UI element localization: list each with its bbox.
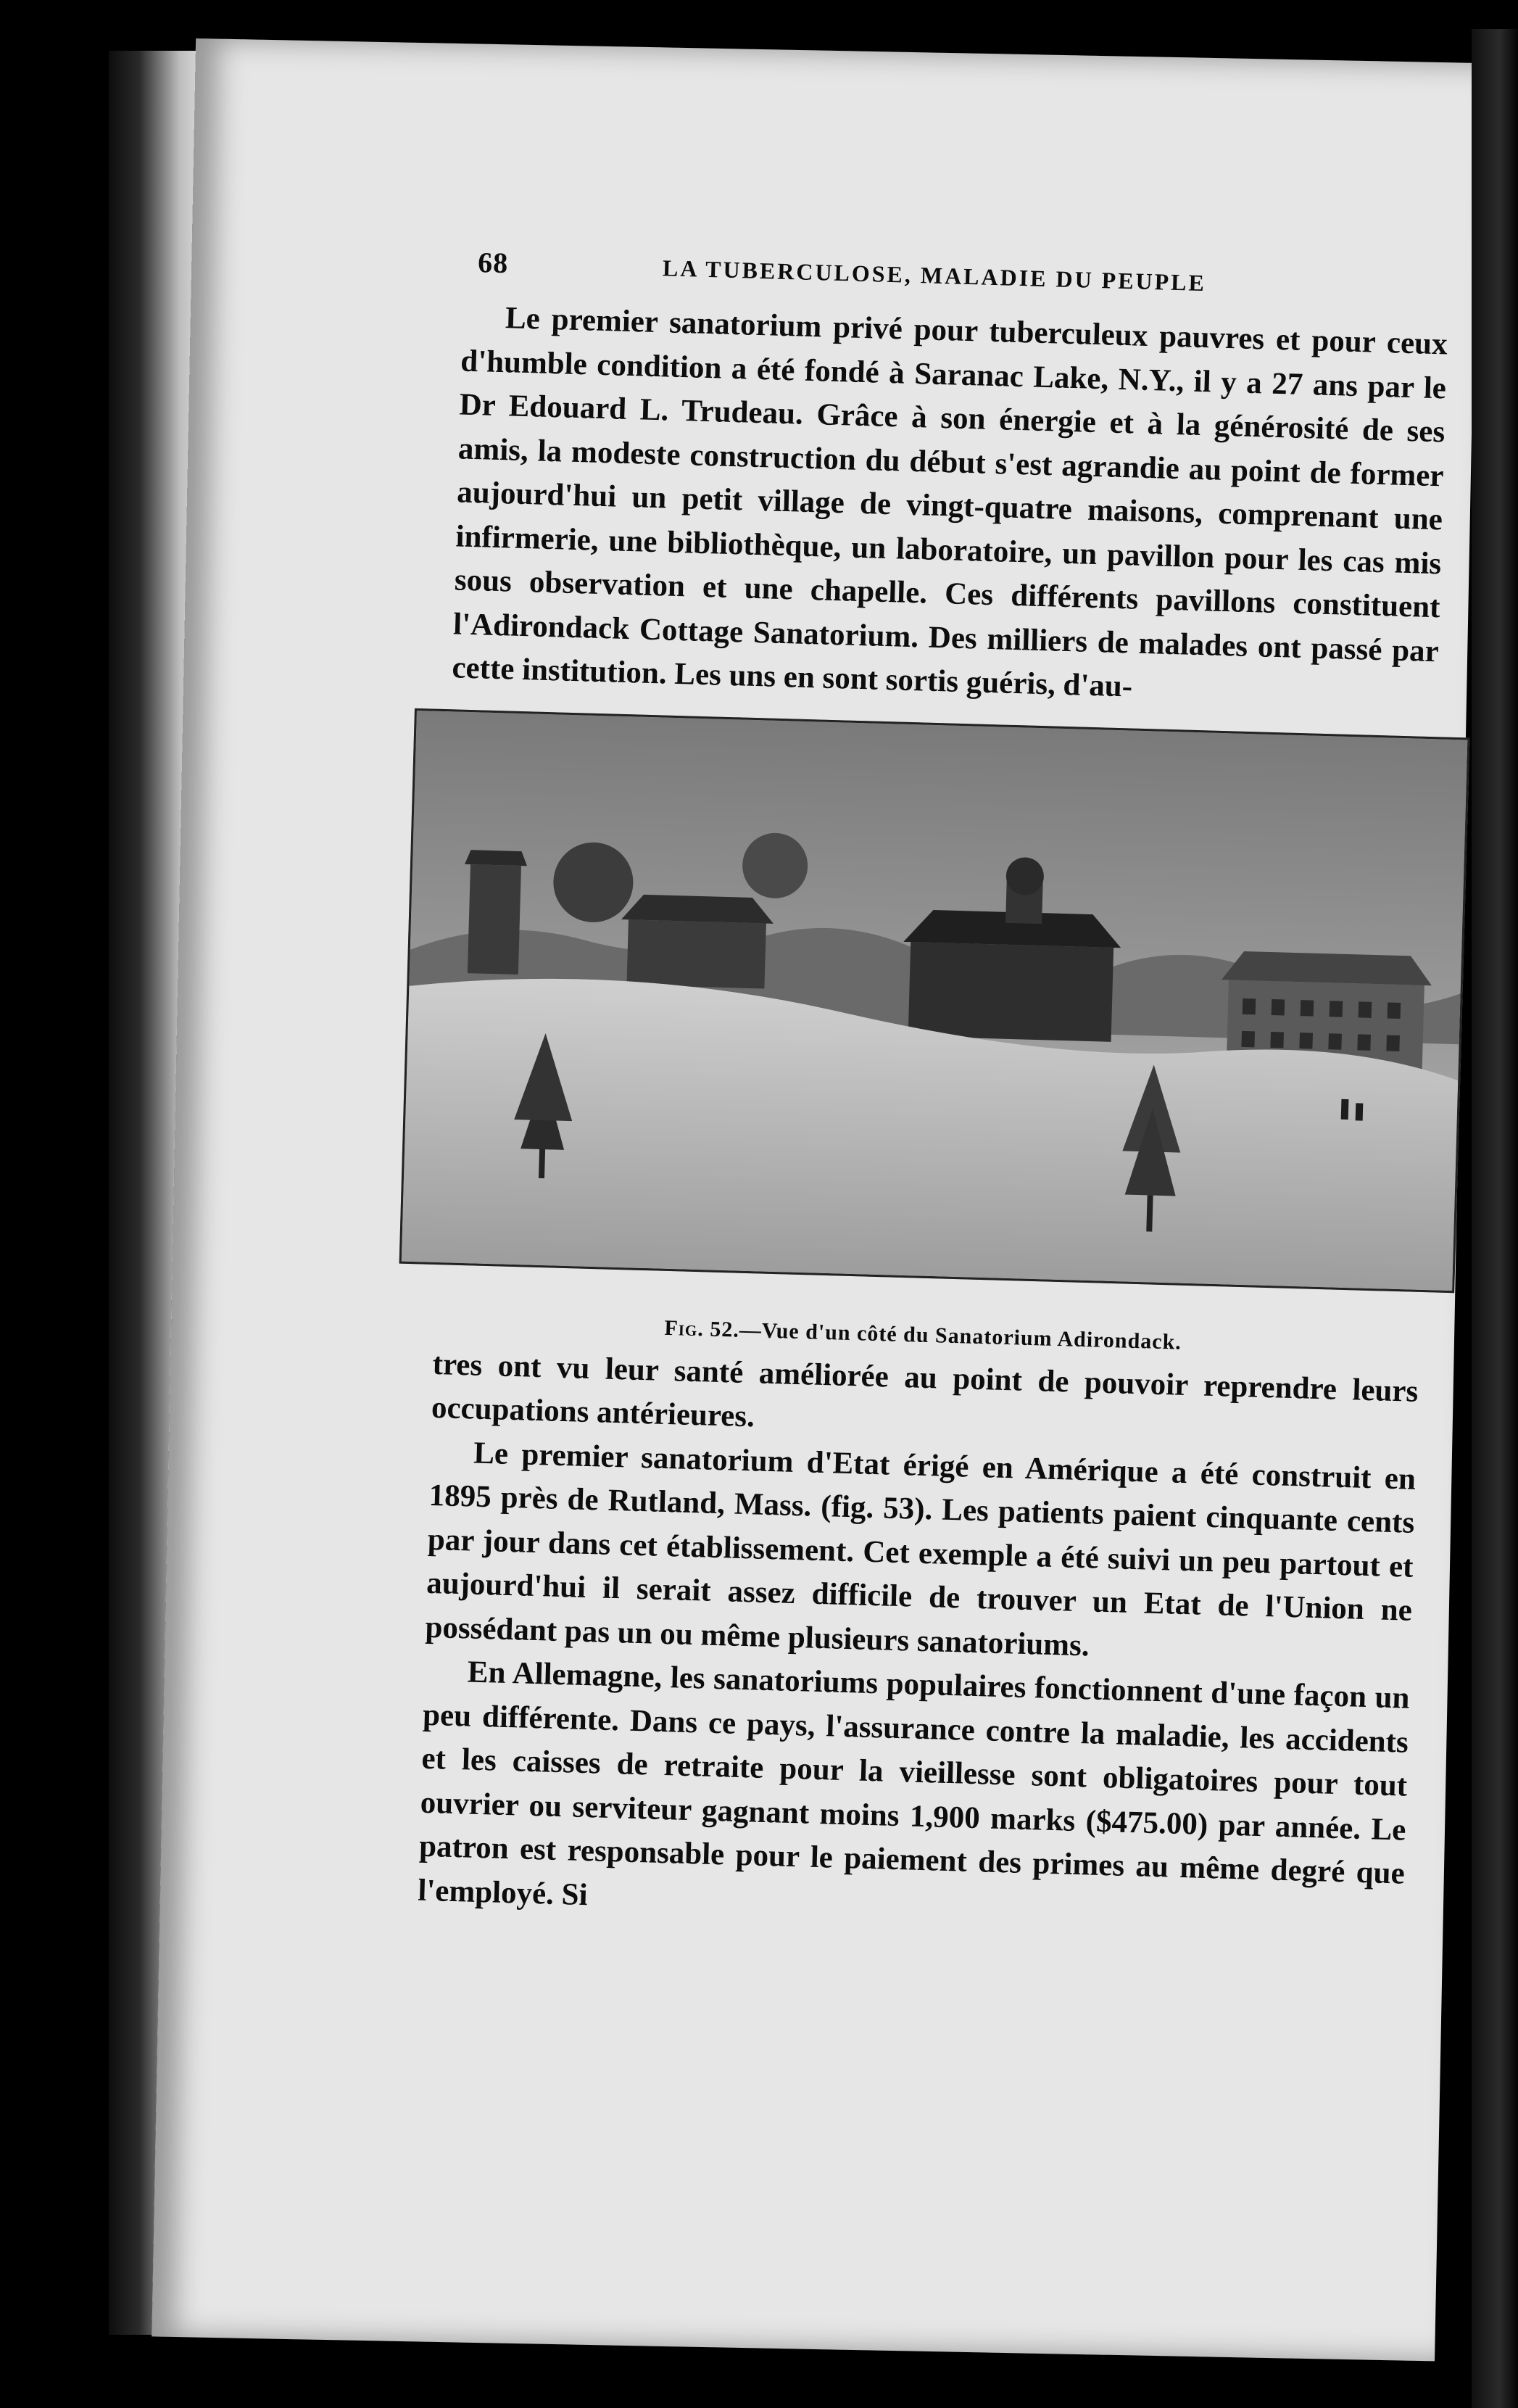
- page-number: 68: [477, 246, 509, 280]
- figure-label: Fig. 52.: [664, 1315, 740, 1342]
- paragraph-2: tres ont vu leur santé améliorée au point de pouvoir reprendre leurs occupations antérieures.: [431, 1346, 1419, 1434]
- running-head: LA TUBERCULOSE, MALADIE DU PEUPLE: [662, 255, 1207, 297]
- page-edge: [1472, 29, 1518, 2408]
- sanatorium-photo: [399, 708, 1470, 1292]
- winter-landscape-image: [402, 710, 1468, 1290]
- figure-caption-text: —Vue d'un côté du Sanatorium Adirondack.: [739, 1317, 1182, 1354]
- page-content: [222, 239, 1448, 1940]
- paragraph-3: Le premier sanatorium d'Etat érigé en Amérique a été construit en 1895 près de Rutland, Mass. (fig. 53). Les patients paient cinquante cents par jour dans cet établissement. Cet exemple a été suivi un peu partout et aujourd'hui il serait assez difficile de trouver un Etat de l'Union ne possédant pas un ou même plusieurs sanatoriums.: [424, 1436, 1417, 1663]
- figure-52: [397, 708, 1466, 1362]
- paragraph-4: En Allemagne, les sanatoriums populaires fonctionnent d'une façon un peu différente. Dans ce pays, l'assurance contre la maladie, les accidents et les caisses de retraite pour la vieillesse sont obligatoires pour tout ouvrier ou serviteur gagnant moins 1,900 marks ($475.00) par année. Le patron est responsable pour le paiement des primes au même degré que l'employé. Si: [417, 1655, 1411, 1912]
- paragraph-1: Le premier sanatorium privé pour tuberculeux pauvres et pour ceux d'humble condition a été fondé à Saranac Lake, N.Y., il y a 27 ans par le Dr Edouard L. Trudeau. Grâce à son énergie et à la générosité de ses amis, la modeste construction du début s'est agrandie au point de former aujourd'hui un petit village de vingt-quatre maisons, comprenant une infirmerie, une bibliothèque, un laboratoire, un pavillon pour les cas mis sous observation et une chapelle. Ces différents pavillons constituent l'Adirondack Cottage Sanatorium. Des milliers de malades ont passé par cette institution. Les uns en sont sortis guéris, d'au-: [451, 301, 1448, 704]
